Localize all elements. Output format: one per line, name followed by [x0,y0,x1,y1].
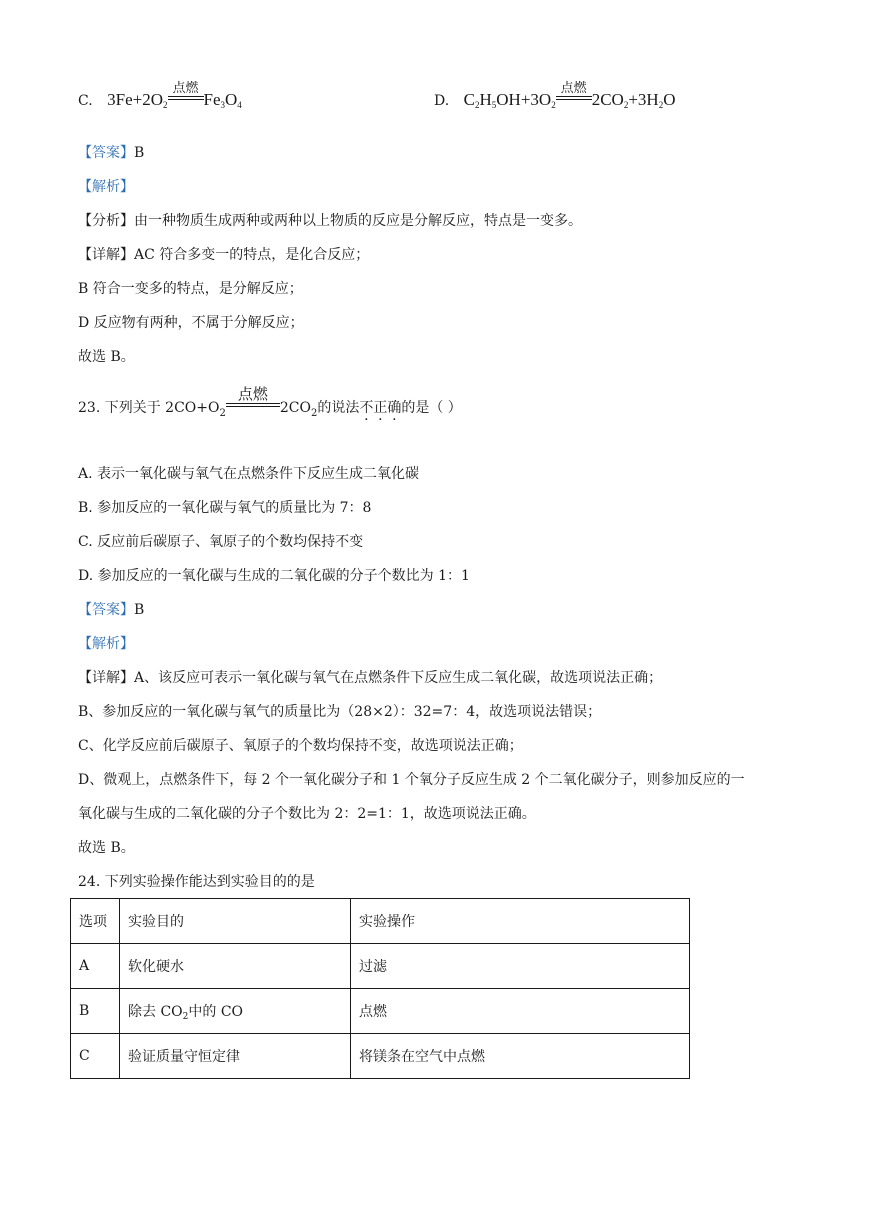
table-cell: 验证质量守恒定律 [120,1034,351,1079]
conclusion-text: 故选 B。 [78,840,135,856]
detail-text: 【详解】A、该反应可表示一氧化碳与氧气在点燃条件下反应生成二氧化碳，故选项说法正确； [78,670,663,686]
answer-line [78,143,144,163]
table-header: 选项 [71,899,120,944]
answer-line [78,600,144,620]
option-label: D. [434,93,450,109]
conclusion-text: 故选 B。 [78,349,135,365]
table-row [71,989,690,1034]
equation-d: $C_2H_5OH+3O_2$ 点燃 $2CO_2+3H_2O$ [463,80,676,110]
answer-value: B [134,145,145,161]
table-row [71,944,690,989]
question-23-stem: 23. 下列关于 $2CO+O_2$ 点燃 $2CO_2$的说法不正确的是（ ） [78,385,462,419]
option-c-equation [78,80,242,115]
reaction-arrow: 点燃 [168,96,204,105]
options-table [70,898,690,1079]
table-header-row [71,899,690,944]
option-b: B. 参加反应的一氧化碳与氧气的质量比为 7：8 [78,500,372,516]
emphasis-char: 确 [387,400,402,416]
table-cell: 点燃 [351,989,690,1034]
question-24-stem: 24. 下列实验操作能达到实验目的的是 [78,874,315,890]
option-d: D. 参加反应的一氧化碳与生成的二氧化碳的分子个数比为 1：1 [78,568,470,584]
table-cell: 将镁条在空气中点燃 [351,1034,690,1079]
table-cell: 过滤 [351,944,690,989]
equation-c: $3Fe+2O_2$ 点燃 $Fe_3O_4$ [107,80,242,110]
detail-text: D 反应物有两种，不属于分解反应； [78,315,304,331]
detail-text: 氧化碳与生成的二氧化碳的分子个数比为 2：2=1：1，故选项说法正确。 [78,806,536,822]
table-cell: C [71,1034,120,1079]
table-header: 实验操作 [351,899,690,944]
answer-tag: 【答案】 [78,602,134,618]
emphasis-char: 不 [359,400,374,416]
detail-text: 【详解】AC 符合多变一的特点，是化合反应； [78,247,370,263]
table-cell: A [71,944,120,989]
analysis-tag: 【解析】 [78,636,134,652]
table-cell: 除去 $CO_2$中的 CO [120,989,351,1034]
reaction-arrow: 点燃 [556,96,592,105]
table-header: 实验目的 [120,899,351,944]
option-d-equation [434,80,676,115]
option-label: C. [78,93,93,109]
detail-text: D、微观上，点燃条件下，每 2 个一氧化碳分子和 1 个氧分子反应生成 2 个二氧化碳分子，则参加反应的一 [78,772,745,788]
reaction-arrow: 点燃 [226,403,280,412]
detail-text: B、参加反应的一氧化碳与氧气的质量比为（28×2）：32=7：4，故选项说法错误； [78,704,602,720]
detail-text: C、化学反应前后碳原子、氧原子的个数均保持不变，故选项说法正确； [78,738,523,754]
analysis-tag: 【解析】 [78,179,134,195]
answer-value: B [134,602,145,618]
option-a: A. 表示一氧化碳与氧气在点燃条件下反应生成二氧化碳 [78,466,420,482]
emphasis-char: 正 [373,400,388,416]
table-cell: 软化硬水 [120,944,351,989]
table-cell: B [71,989,120,1034]
analysis-text: 【分析】由一种物质生成两种或两种以上物质的反应是分解反应，特点是一变多。 [78,213,582,229]
table-row [71,1034,690,1079]
option-c: C. 反应前后碳原子、氧原子的个数均保持不变 [78,534,364,550]
detail-text: B 符合一变多的特点，是分解反应； [78,281,303,297]
answer-tag: 【答案】 [78,145,134,161]
